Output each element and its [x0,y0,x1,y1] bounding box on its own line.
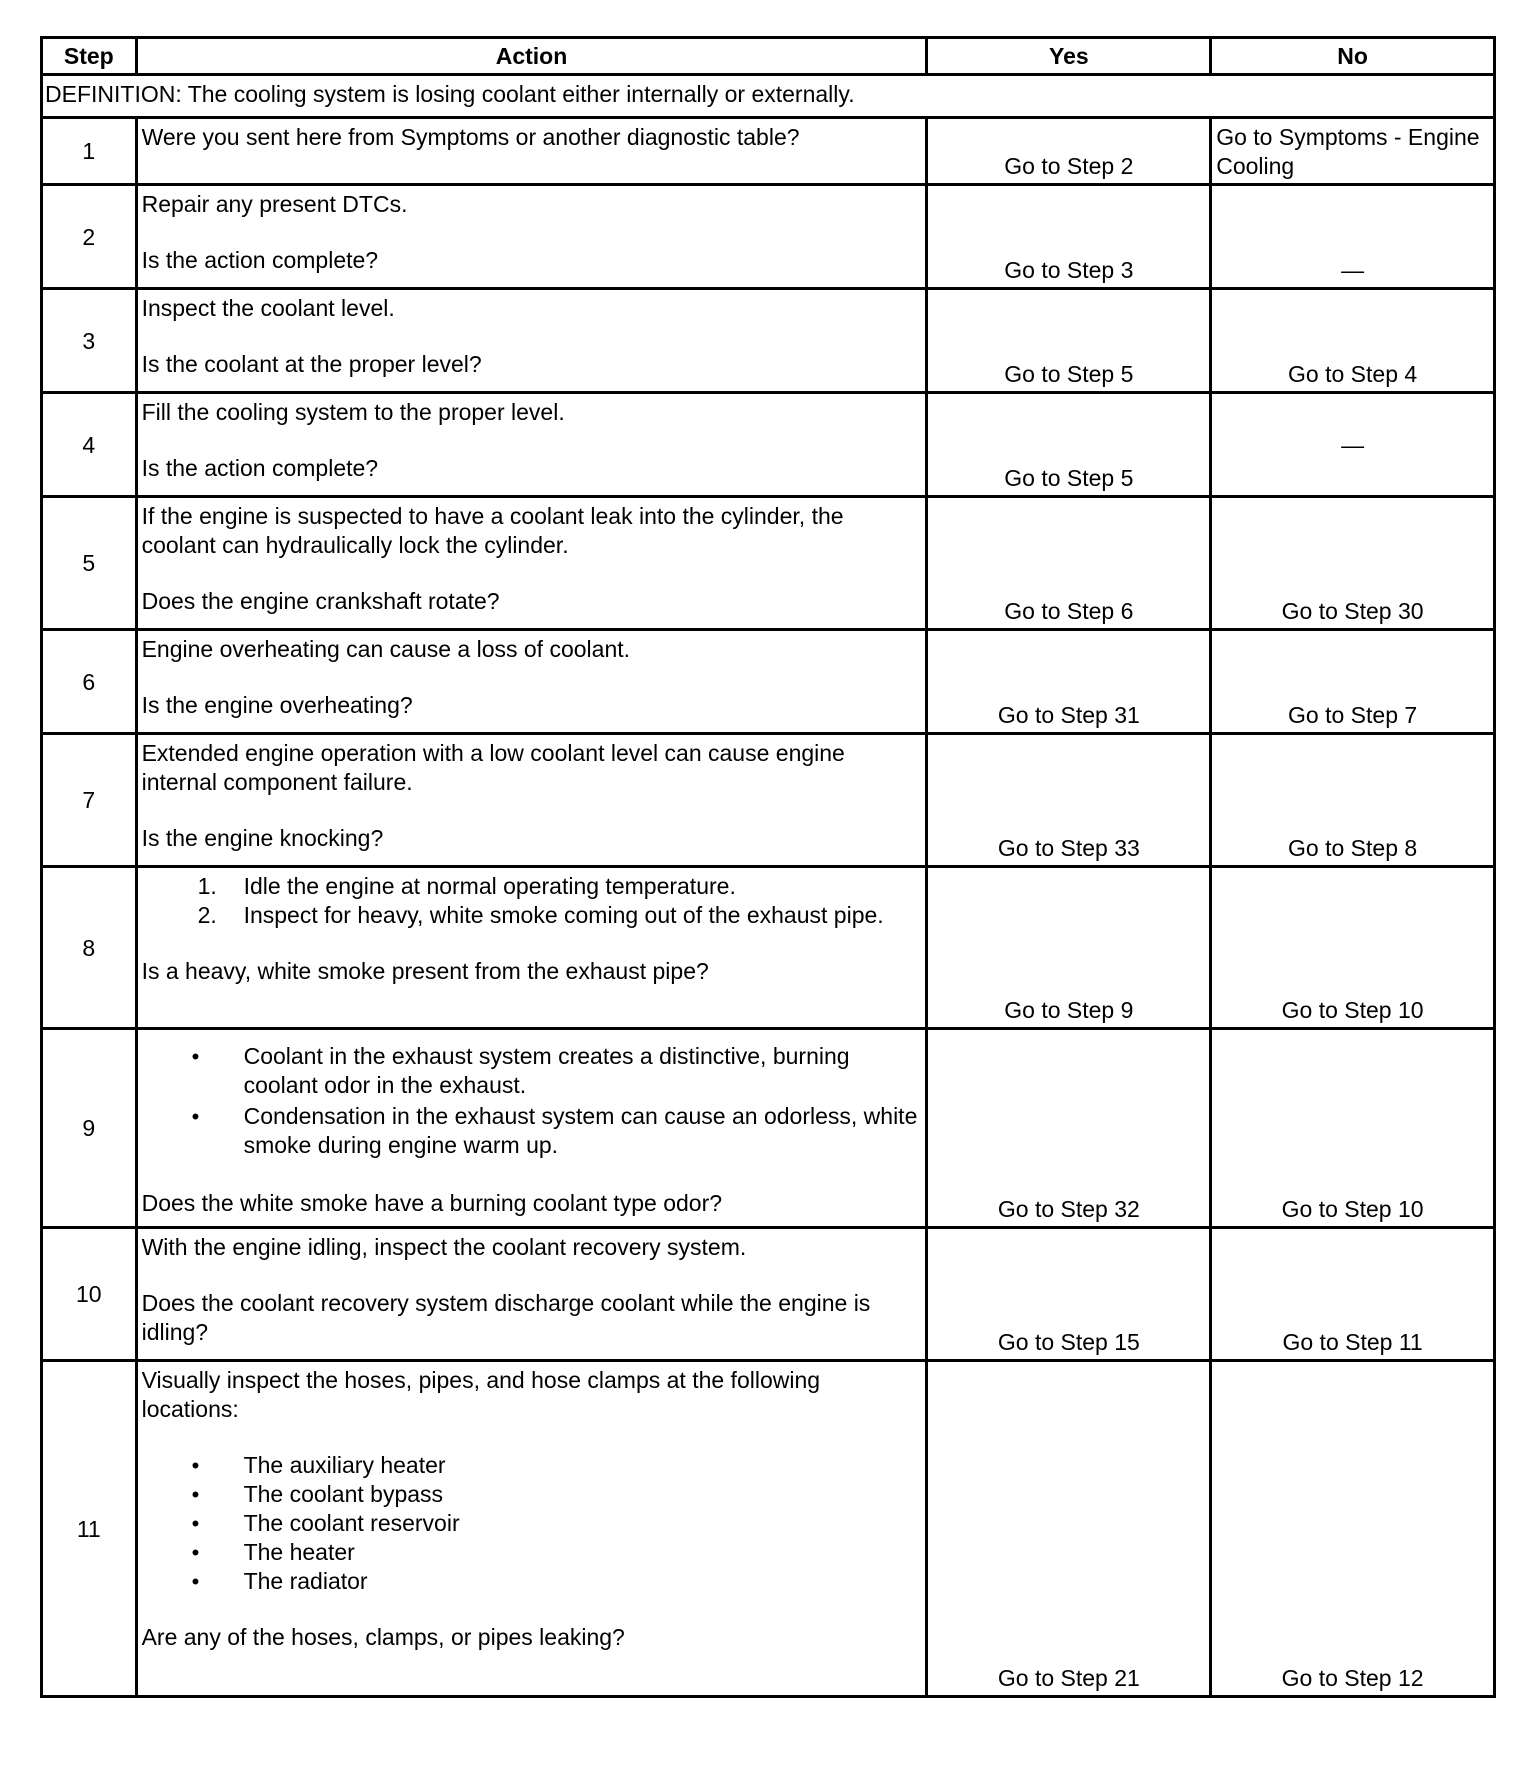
definition-text: DEFINITION: The cooling system is losing coolant either internally or externally. [42,75,1495,118]
yes-result: Go to Step 33 [927,734,1211,867]
step-number: 1 [42,118,137,185]
action-question: Is the coolant at the proper level? [141,351,482,377]
spacer [142,797,922,824]
yes-result: Go to Step 5 [927,393,1211,497]
list-item-text: The radiator [243,1568,368,1594]
action-intro: Engine overheating can cause a loss of coolant. [141,636,631,662]
list-item [142,1567,922,1596]
action-question: Is the engine overheating? [141,692,413,718]
no-result: — [1211,185,1495,289]
header-yes: Yes [927,38,1211,75]
step-number: 2 [42,185,137,289]
no-result: Go to Step 8 [1211,734,1495,867]
list-item [142,1538,922,1567]
yes-result: Go to Step 21 [927,1361,1211,1697]
no-result: Go to Step 4 [1211,289,1495,393]
action-intro: Extended engine operation with a low coolant level can cause engine internal component failure. [141,740,845,795]
list-item-text: The auxiliary heater [243,1452,446,1478]
list-item [142,901,922,930]
list-item-text: Idle the engine at normal operating temperature. [243,873,736,899]
bullet-list [142,1451,922,1596]
diagnostic-table [40,36,1496,1698]
table-row [42,630,1495,734]
definition-row [42,75,1495,118]
spacer [142,1262,922,1289]
list-item [142,1451,922,1480]
action-cell [136,1228,927,1361]
numbered-list [142,872,922,930]
table-row [42,867,1495,1029]
no-result: Go to Step 10 [1211,867,1495,1029]
action-question: Is the action complete? [141,247,379,273]
no-result: Go to Step 10 [1211,1029,1495,1228]
table-row [42,185,1495,289]
table-row [42,393,1495,497]
action-cell [136,1029,927,1228]
yes-result: Go to Step 15 [927,1228,1211,1361]
spacer [142,219,922,246]
list-item-text: The coolant reservoir [243,1510,460,1536]
action-question: Is a heavy, white smoke present from the exhaust pipe? [141,958,709,984]
list-marker: 2. [197,902,217,928]
action-intro: Repair any present DTCs. [141,191,408,217]
spacer [142,427,922,454]
yes-result: Go to Step 3 [927,185,1211,289]
list-item [142,1480,922,1509]
action-cell [136,630,927,734]
action-question: Does the white smoke have a burning coolant type odor? [141,1190,723,1216]
header-action: Action [136,38,927,75]
action-question: Were you sent here from Symptoms or another diagnostic table? [141,124,800,150]
yes-result: Go to Step 6 [927,497,1211,630]
step-number: 3 [42,289,137,393]
spacer [142,1424,922,1451]
list-item-text: Coolant in the exhaust system creates a distinctive, burning coolant odor in the exhaust. [243,1043,850,1098]
action-cell [136,118,927,185]
spacer [142,1162,922,1189]
bullet-icon: • [191,1044,200,1069]
action-question: Does the engine crankshaft rotate? [141,588,500,614]
action-intro: If the engine is suspected to have a coolant leak into the cylinder, the coolant can hydraulically lock the cylinder. [141,503,844,558]
no-result: Go to Symptoms - Engine Cooling [1211,118,1495,185]
table-row [42,1361,1495,1697]
action-intro: With the engine idling, inspect the coolant recovery system. [141,1234,747,1260]
list-item-text: Inspect for heavy, white smoke coming out of the exhaust pipe. [243,902,884,928]
step-number: 10 [42,1228,137,1361]
spacer [142,1596,922,1623]
action-intro: Inspect the coolant level. [141,295,395,321]
list-item [142,872,922,901]
action-question: Does the coolant recovery system discharge coolant while the engine is idling? [141,1290,871,1345]
action-cell [136,393,927,497]
table-row [42,1029,1495,1228]
step-number: 5 [42,497,137,630]
spacer [142,664,922,691]
bullet-list [142,1042,922,1160]
spacer [142,560,922,587]
yes-result: Go to Step 31 [927,630,1211,734]
step-number: 9 [42,1029,137,1228]
yes-result: Go to Step 2 [927,118,1211,185]
yes-result: Go to Step 5 [927,289,1211,393]
action-question: Is the action complete? [141,455,379,481]
bullet-icon: • [191,1540,200,1565]
spacer [142,323,922,350]
table-row [42,734,1495,867]
no-result: — [1211,393,1495,497]
header-step: Step [42,38,137,75]
table-row [42,118,1495,185]
yes-result: Go to Step 9 [927,867,1211,1029]
action-question: Are any of the hoses, clamps, or pipes leaking? [141,1624,625,1650]
yes-result: Go to Step 32 [927,1029,1211,1228]
bullet-icon: • [191,1453,200,1478]
list-item [142,1509,922,1538]
no-result: Go to Step 30 [1211,497,1495,630]
spacer [142,930,922,957]
action-cell [136,867,927,1029]
table-row [42,1228,1495,1361]
no-result: Go to Step 7 [1211,630,1495,734]
table-row [42,497,1495,630]
action-cell [136,185,927,289]
no-result: Go to Step 12 [1211,1361,1495,1697]
action-cell [136,1361,927,1697]
action-cell [136,497,927,630]
step-number: 7 [42,734,137,867]
action-question: Is the engine knocking? [141,825,384,851]
bullet-icon: • [191,1482,200,1507]
action-cell [136,289,927,393]
action-cell [136,734,927,867]
list-marker: 1. [197,873,217,899]
list-item-text: Condensation in the exhaust system can cause an odorless, white smoke during engine warm up. [243,1103,918,1158]
list-item-text: The coolant bypass [243,1481,444,1507]
bullet-icon: • [191,1569,200,1594]
step-number: 6 [42,630,137,734]
action-intro: Visually inspect the hoses, pipes, and hose clamps at the following locations: [141,1367,821,1422]
header-row [42,38,1495,75]
bullet-icon: • [191,1104,200,1129]
list-item [142,1102,922,1160]
no-result: Go to Step 11 [1211,1228,1495,1361]
step-number: 4 [42,393,137,497]
list-item-text: The heater [243,1539,355,1565]
header-no: No [1211,38,1495,75]
list-item [142,1042,922,1100]
bullet-icon: • [191,1511,200,1536]
step-number: 8 [42,867,137,1029]
step-number: 11 [42,1361,137,1697]
action-intro: Fill the cooling system to the proper level. [141,399,565,425]
table-row [42,289,1495,393]
